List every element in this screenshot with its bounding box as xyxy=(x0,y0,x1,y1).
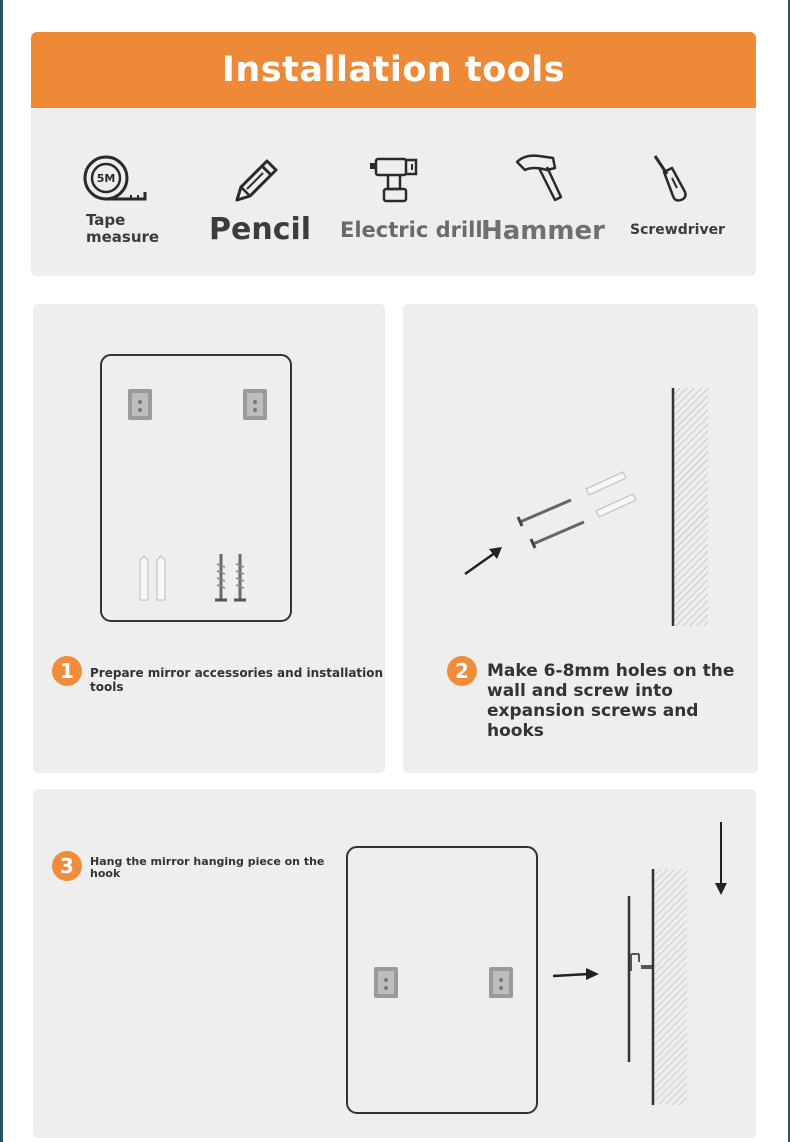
hook-bracket-left xyxy=(128,389,152,420)
wall-side xyxy=(653,869,687,1105)
hang-mirror-illustration xyxy=(33,789,756,1138)
hammer-icon xyxy=(511,150,571,210)
mirror-accessories-illustration xyxy=(33,304,385,773)
mirror-hook-left xyxy=(374,967,398,998)
screws xyxy=(215,554,246,601)
tool-label-electric-drill: Electric drill xyxy=(340,218,483,242)
step-1-panel xyxy=(33,304,385,773)
tool-label-tape-measure: Tape measure xyxy=(86,211,160,246)
arrow-down xyxy=(715,822,727,895)
screw-pair xyxy=(518,500,584,548)
tape-measure-5m-mark: 5M xyxy=(96,172,116,185)
wall-section xyxy=(673,388,708,626)
step-2-panel xyxy=(403,304,758,773)
step-3-panel xyxy=(33,789,756,1138)
step-1-badge: 1 xyxy=(52,656,82,686)
arrow-toward-wall xyxy=(465,547,502,574)
step-2-badge: 2 xyxy=(447,656,477,686)
screwdriver-icon xyxy=(647,152,693,208)
left-edge-line xyxy=(0,0,3,1142)
tool-label-hammer: Hammer xyxy=(481,216,605,246)
hook-bracket-right xyxy=(243,389,267,420)
step-1-text: Prepare mirror accessories and installation tools xyxy=(90,666,384,694)
wall-plug-pair xyxy=(586,472,636,517)
tools-header xyxy=(31,32,756,108)
pencil-icon xyxy=(231,154,283,210)
arrow-right xyxy=(553,968,599,980)
wall-plugs xyxy=(140,556,165,600)
tools-title: Installation tools xyxy=(221,50,566,90)
step-3-badge: 3 xyxy=(52,851,82,881)
tool-label-screwdriver: Screwdriver xyxy=(630,222,725,238)
electric-drill-icon xyxy=(366,154,422,210)
mirror-hook-right xyxy=(489,967,513,998)
tool-label-pencil: Pencil xyxy=(209,212,312,247)
tape-measure-icon xyxy=(83,152,153,210)
step-3-text: Hang the mirror hanging piece on the hook xyxy=(90,855,325,880)
step-2-text: Make 6-8mm holes on the wall and screw into expansion screws and hooks xyxy=(487,661,735,741)
installation-tools-card xyxy=(31,32,756,276)
